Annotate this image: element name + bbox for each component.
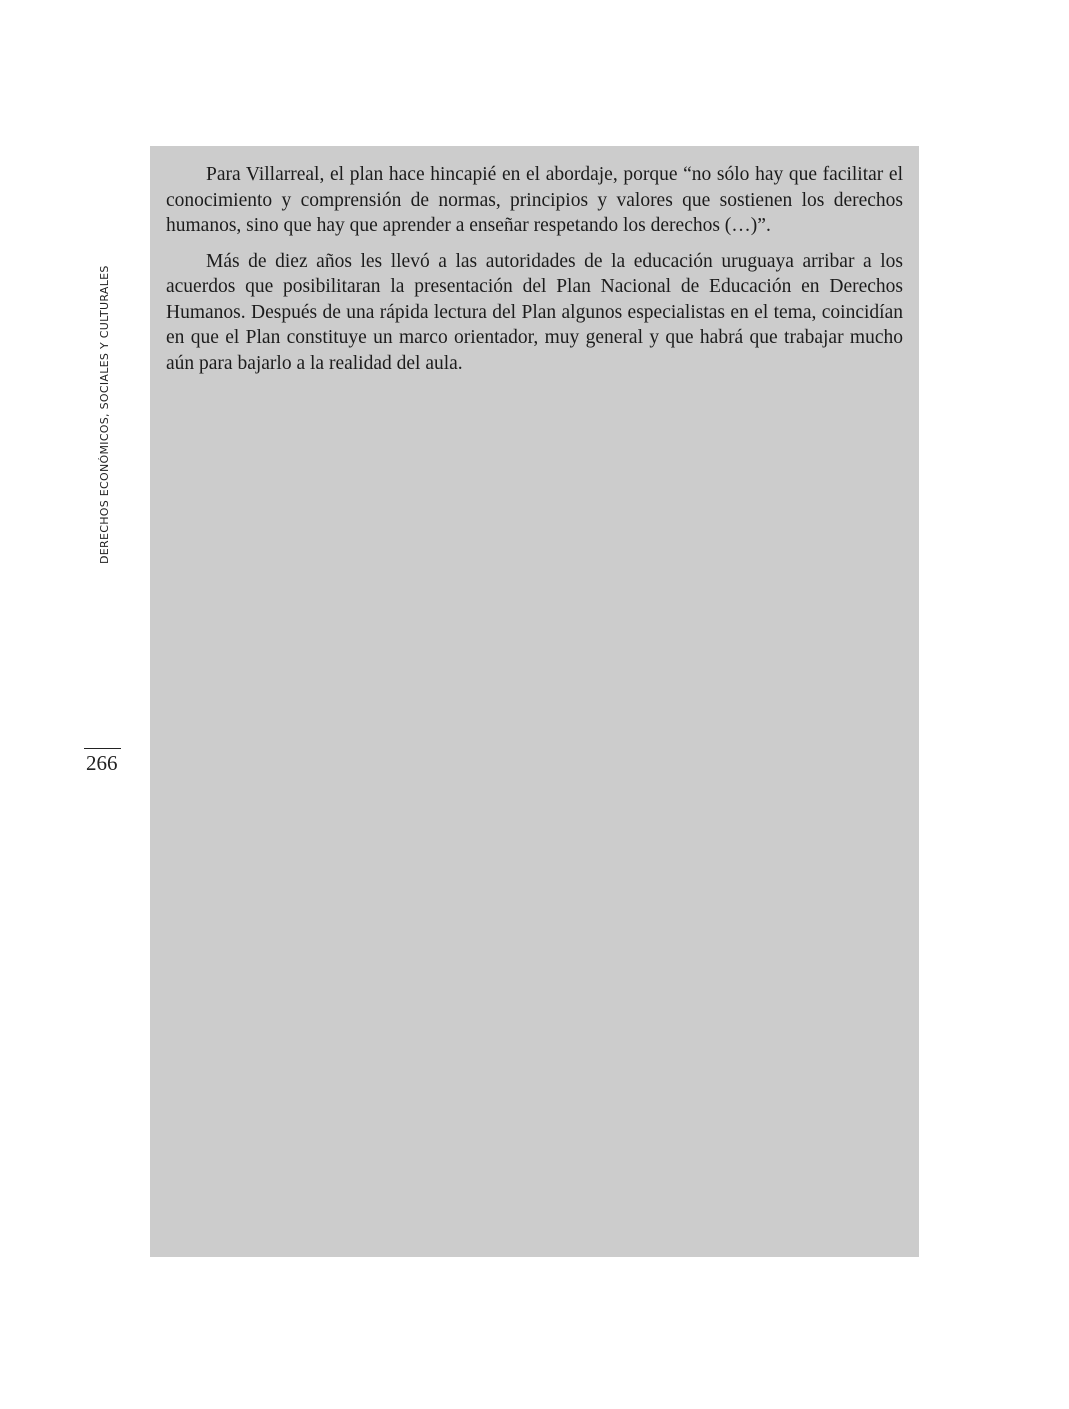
shaded-text-box [150, 146, 919, 1257]
paragraph-1: Para Villarreal, el plan hace hincapié en el abordaje, porque “no sólo hay que facilitar el conocimiento y comprensión de normas, principios y valores que sostienen los derechos humanos, sino que hay que aprender a enseñar respetando los derechos (…)”. [166, 164, 903, 236]
page-number: 266 [86, 751, 118, 775]
running-header: DERECHOS ECONÓMICOS, SOCIALES Y CULTURALES [98, 265, 111, 564]
paragraph-2: Más de diez años les llevó a las autoridades de la educación uruguaya arribar a los acuerdos que posibilitaran la presentación del Plan Nacional de Educación en Derechos Humanos. Después de una rápida lectura del Plan algunos especialistas en el tema, coincidían en que el Plan constituye un marco orientador, muy general y que habrá que trabajar mucho aún para bajarlo a la realidad del aula. [166, 250, 903, 374]
page-number-rule [84, 748, 121, 749]
